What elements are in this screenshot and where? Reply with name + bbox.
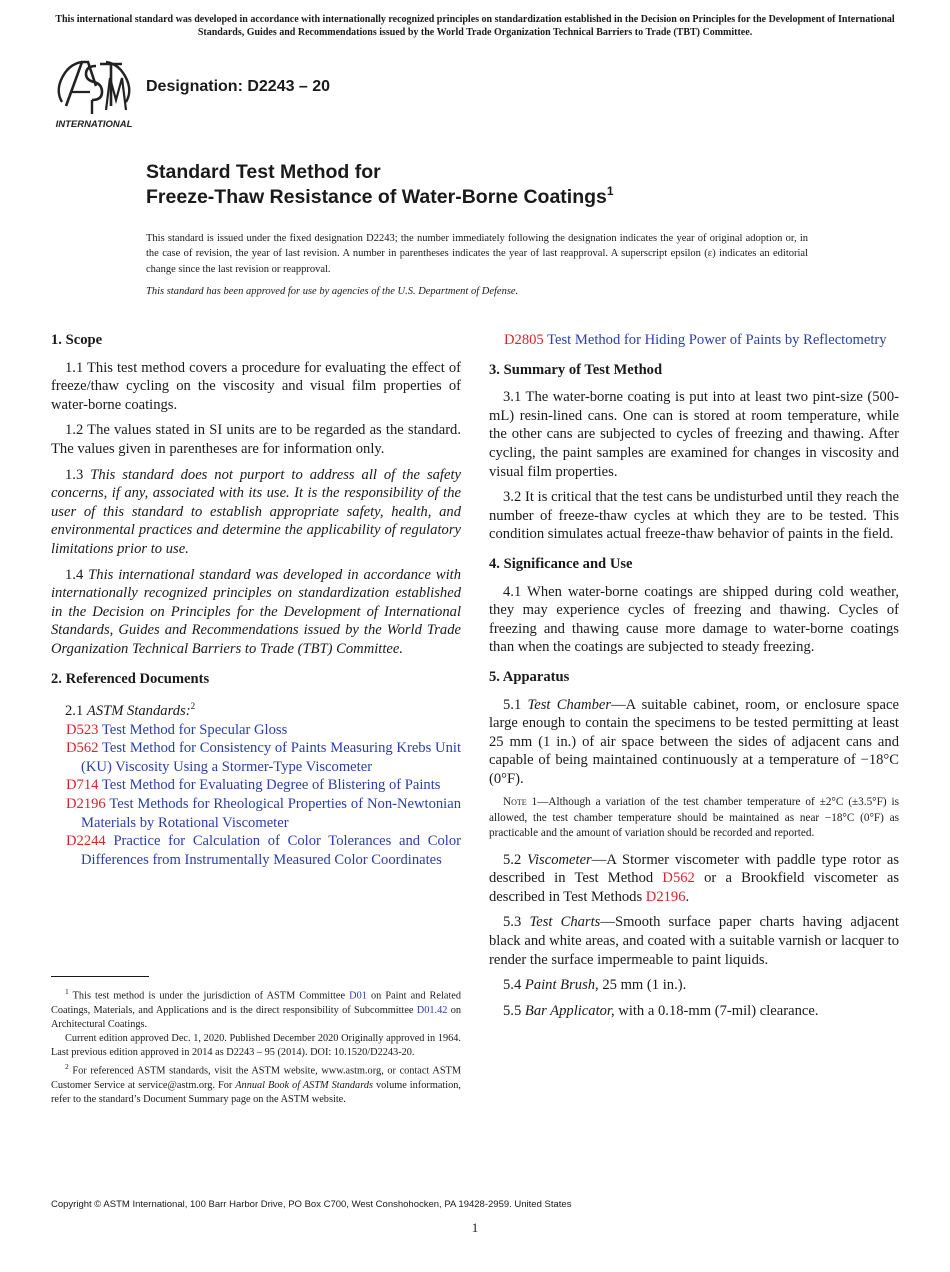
paragraph-1-4: 1.4 This international standard was developed in accordance with internationally recognized principles on standardization established in the Decision on Principles for the Development of International Standards, Guides and Recommendations issued by the World Trade Organization Technical Barriers to Trade (TBT) Committee.: [51, 566, 462, 657]
link-d2196[interactable]: D2196: [645, 888, 686, 905]
paragraph-5-5: 5.5 Bar Applicator, with a 0.18-mm (7-mil) clearance.: [503, 1002, 819, 1019]
link-d01[interactable]: D01: [349, 990, 367, 1002]
section-heading-apparatus: 5. Apparatus: [489, 668, 570, 685]
footnote-1-approval: Current edition approved Dec. 1, 2020. Published December 2020 Originally approved in 1964. Last previous edition approved in 2014 as D2243 – 95 (2014). DOI: 10.1520/D2243-20.: [51, 1033, 461, 1059]
section-heading-referenced-documents: 2. Referenced Documents: [51, 670, 210, 687]
paragraph-3-2: 3.2 It is critical that the test cans be undisturbed until they reach the number of freeze-thaw cycles at which they are to be tested. This condition simulates actual freeze-thaw behavior of paints in the field.: [489, 489, 899, 543]
paragraph-3-1: 3.1 The water-borne coating is put into at least two pint-size (500-mL) resin-lined cans. One can is stored at room temperature, while the other cans are subjected to cycles of freezing and thawing. After cycling, the paint samples are examined for changes in viscosity and visual film properties.: [489, 389, 899, 480]
paragraph-5-1: 5.1 Test Chamber—A suitable cabinet, room, or enclosure space large enough to contain the specimens to be tested permitting at least 25 mm (1 in.) of air space between the sides of adjacent cans and capable of being maintained continuously at a temperature of −18°C (0°F).: [489, 696, 899, 787]
title-footnote-mark[interactable]: 1: [606, 184, 614, 198]
paragraph-5-2: 5.2 Viscometer—A Stormer viscometer with paddle type rotor as described in Test Method D562 or a Brookfield viscometer as described in Test Methods D2196.: [489, 851, 900, 905]
left-column: [51, 331, 461, 869]
ref-item-d2805[interactable]: D2805 Test Method for Hiding Power of Paints by Reflectometry: [504, 332, 887, 348]
section-heading-summary: 3. Summary of Test Method: [489, 361, 663, 378]
approval-note: This standard has been approved for use by agencies of the U.S. Department of Defense.: [146, 286, 519, 297]
astm-logo: [52, 56, 136, 132]
top-notice: This international standard was developed in accordance with internationally recognized principles on standardization established in the Decision on Principles for the Development of International Standards, Guides and Recommendations issued by the World Trade Organization Technical Barriers to Trade (TBT) Committee.: [55, 14, 895, 38]
paragraph-4-1: 4.1 When water-borne coatings are shipped during cold weather, they may experience cycles of freezing and thawing. Cycles of freezing and thawing cause more damage to water-borne coatings than when the coatings are subjected to steady freezing.: [489, 583, 899, 656]
copyright: Copyright © ASTM International, 100 Barr Harbor Drive, PO Box C700, West Conshohocken, PA 19428-2959. United States: [51, 1199, 572, 1210]
astm-emblem-icon: [59, 62, 130, 114]
section-heading-significance: 4. Significance and Use: [489, 555, 633, 572]
logo-brand-text: INTERNATIONAL: [55, 119, 133, 130]
note-1: Note 1—Although a variation of the test chamber temperature of ±2°C (±3.5°F) is allowed, the test chamber temperature should be maintained as near −18°C (0°F) as practicable and the amount of variation should be recorded and reported.: [489, 796, 899, 840]
footnote-1: $^1$ This test method is under the jurisdiction of ASTM Committee D01 on Paint and Related Coatings, Materials, and Applications and is the direct responsibility of Subcommittee D01.42 on Architectural Coatings.: [51, 987, 462, 1030]
footnote-2: $^2$ For referenced ASTM standards, visit the ASTM website, www.astm.org, or contact ASTM Customer Service at service@astm.org. For Annual Book of ASTM Standards volume information, refer to the standard’s Document Summary page on the ASTM website.: [51, 1062, 461, 1106]
paragraph-5-3: 5.3 Test Charts—Smooth surface paper charts having adjacent black and white areas, and coated with a suitable varnish or lacquer to render the surface impermeable to paint liquids.: [489, 914, 899, 968]
issue-note: This standard is issued under the fixed designation D2243; the number immediately following the designation indicates the year of original adoption or, in the case of revision, the year of last revision. A number in parentheses indicates the year of last reapproval. A superscript epsilon (ε) indicates an editorial change since the last revision or reapproval.: [146, 233, 808, 275]
paragraph-1-1: 1.1 This test method covers a procedure for evaluating the effect of freeze/thaw cycling on the viscosity and visual film properties of water-borne coatings.: [51, 359, 461, 413]
footnotes: [51, 985, 461, 1107]
page-number: 1: [471, 1220, 479, 1235]
designation: Designation: D2243 – 20: [146, 78, 331, 95]
paragraph-5-4: 5.4 Paint Brush, 25 mm (1 in.).: [503, 977, 687, 994]
paragraph-2-1: 2.1 ASTM Standards:$^2$: [65, 701, 196, 719]
ref-item-d562[interactable]: D562 Test Method for Consistency of Paints Measuring Krebs Unit (KU) Viscosity Using a Stormer-Type Viscometer: [66, 740, 461, 775]
paragraph-1-3: 1.3 This standard does not purport to address all of the safety concerns, if any, associated with its use. It is the responsibility of the user of this standard to establish appropriate safety, health, and environmental practices and determine the applicability of regulatory limitations prior to use.: [51, 466, 461, 557]
right-column: [489, 331, 899, 1027]
ref-item-d2244[interactable]: D2244 Practice for Calculation of Color Tolerances and Color Differences from Instrumentally Measured Color Coordinates: [66, 833, 461, 868]
title-line-2: Freeze-Thaw Resistance of Water-Borne Coatings$^1$: [146, 184, 614, 208]
paragraph-1-2: 1.2 The values stated in SI units are to be regarded as the standard. The values given in parentheses are for information only.: [51, 422, 461, 457]
section-heading-scope: 1. Scope: [51, 332, 103, 348]
link-d562[interactable]: D562: [662, 870, 695, 887]
footnote-divider: [51, 976, 149, 977]
page-title: [146, 160, 866, 210]
ref-item-d714[interactable]: D714 Test Method for Evaluating Degree of Blistering of Paints: [66, 777, 441, 794]
title-line-1: Standard Test Method for: [146, 161, 381, 183]
ref-item-d2196[interactable]: D2196 Test Methods for Rheological Properties of Non-Newtonian Materials by Rotational Viscometer: [66, 795, 462, 831]
ref-item-d523[interactable]: D523 Test Method for Specular Gloss: [66, 721, 288, 738]
link-d01-42[interactable]: D01.42: [416, 1004, 448, 1016]
